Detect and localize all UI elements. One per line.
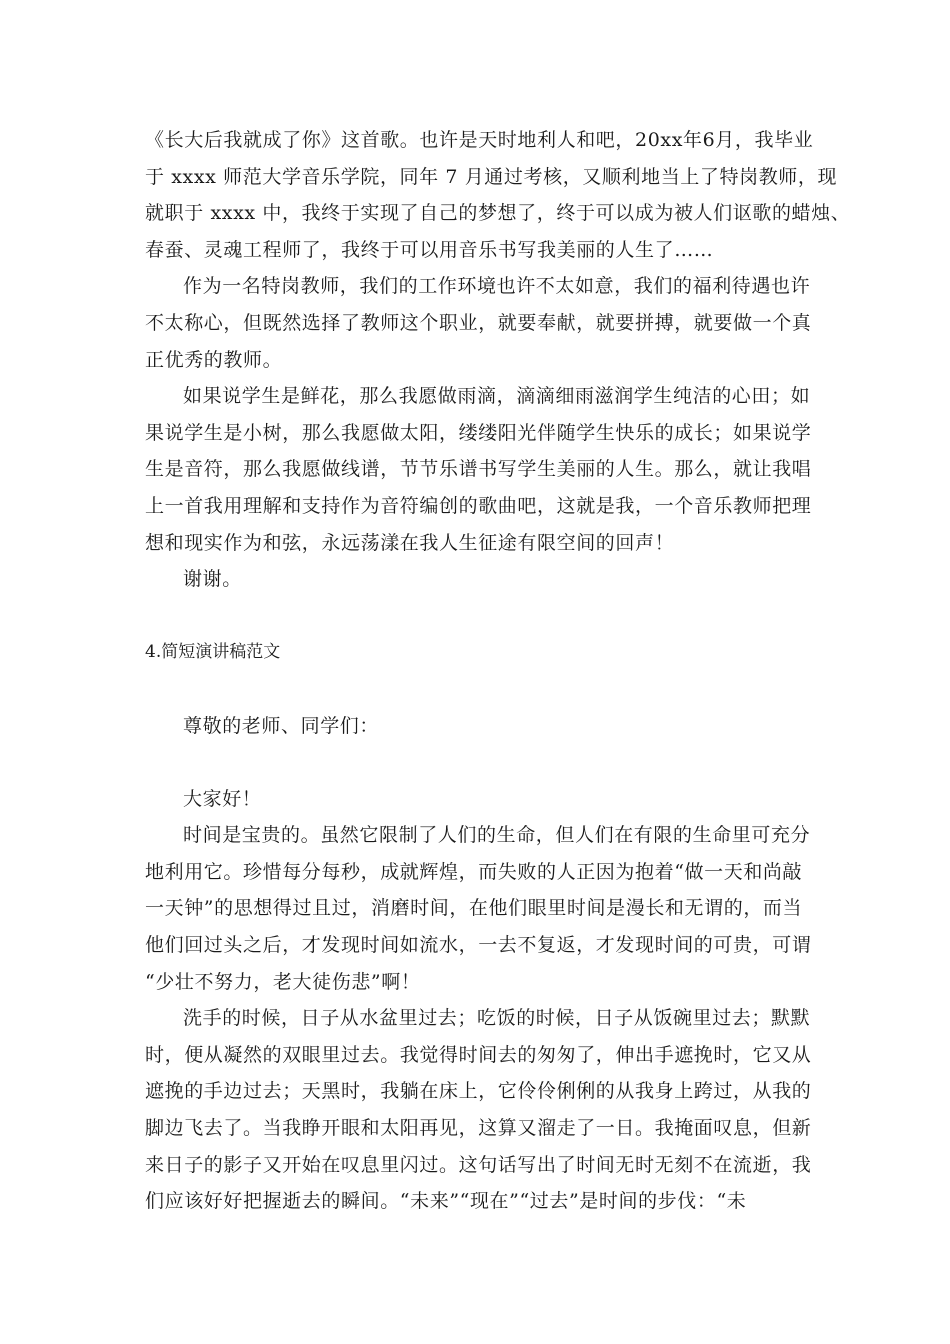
document-page <box>145 122 851 1220</box>
section-heading: 4.简短演讲稿范文 <box>145 642 281 663</box>
text-line: 洗手的时候，日子从水盆里过去；吃饭的时候，日子从饭碗里过去；默默 <box>183 1007 811 1030</box>
text-line: 上一首我用理解和支持作为音符编创的歌曲吧，这就是我，一个音乐教师把理 <box>145 494 812 517</box>
salutation: 尊敬的老师、同学们： <box>183 714 380 737</box>
text-line: 作为一名特岗教师，我们的工作环境也许不太如意，我们的福利待遇也许 <box>183 275 811 298</box>
text-line: 正优秀的教师。 <box>145 348 283 371</box>
text-line: 时，便从凝然的双眼里过去。我觉得时间去的匆匆了，伸出手遮挽时，它又从 <box>145 1043 812 1066</box>
text-line: 《长大后我就成了你》这首歌。也许是天时地利人和吧，20xx年6月，我毕业 <box>145 129 814 151</box>
text-line: 一天钟”的思想得过且过，消磨时间，在他们眼里时间是漫长和无谓的，而当 <box>145 897 803 920</box>
text-line: 时间是宝贵的。虽然它限制了人们的生命，但人们在有限的生命里可充分 <box>183 824 811 847</box>
text-line: 们应该好好把握逝去的瞬间。“未来”“现在”“过去”是时间的步伐：“未 <box>145 1190 747 1213</box>
text-line: 生是音符，那么我愿做线谱，节节乐谱书写学生美丽的人生。那么，就让我唱 <box>145 458 812 481</box>
text-line: 谢谢。 <box>183 568 242 591</box>
text-line: 如果说学生是鲜花，那么我愿做雨滴，滴滴细雨滋润学生纯洁的心田；如 <box>183 385 811 408</box>
greeting: 大家好！ <box>183 787 262 810</box>
text-line: 果说学生是小树，那么我愿做太阳，缕缕阳光伴随学生快乐的成长；如果说学 <box>145 421 812 444</box>
blank-line <box>145 744 810 781</box>
text-line: 来日子的影子又开始在叹息里闪过。这句话写出了时间无时无刻不在流逝，我 <box>145 1153 812 1176</box>
blank-line <box>145 671 810 708</box>
blank-line <box>145 598 810 635</box>
text-line: 他们回过头之后，才发现时间如流水，一去不复返，才发现时间的可贵，可谓 <box>145 934 812 957</box>
text-line: 于 xxxx 师范大学音乐学院，同年 7 月通过考核，又顺利地当上了特岗教师，现 <box>145 165 838 188</box>
text-line: 就职于 xxxx 中，我终于实现了自己的梦想了，终于可以成为被人们讴歌的蜡烛、 <box>145 202 851 225</box>
text-line: 想和现实作为和弦，永远荡漾在我人生征途有限空间的回声！ <box>145 531 675 554</box>
text-line: 地利用它。珍惜每分每秒，成就辉煌，而失败的人正因为抱着“做一天和尚敲 <box>145 860 803 883</box>
text-line: 不太称心，但既然选择了教师这个职业，就要奉献，就要拼搏，就要做一个真 <box>145 311 812 334</box>
text-line: “少壮不努力，老大徒伤悲”啊！ <box>145 970 421 993</box>
text-line: 遮挽的手边过去；天黑时，我躺在床上，它伶伶俐俐的从我身上跨过，从我的 <box>145 1080 812 1103</box>
text-line: 脚边飞去了。当我睁开眼和太阳再见，这算又溜走了一日。我掩面叹息，但新 <box>145 1117 812 1140</box>
text-line: 春蚕、灵魂工程师了，我终于可以用音乐书写我美丽的人生了…… <box>145 238 714 261</box>
